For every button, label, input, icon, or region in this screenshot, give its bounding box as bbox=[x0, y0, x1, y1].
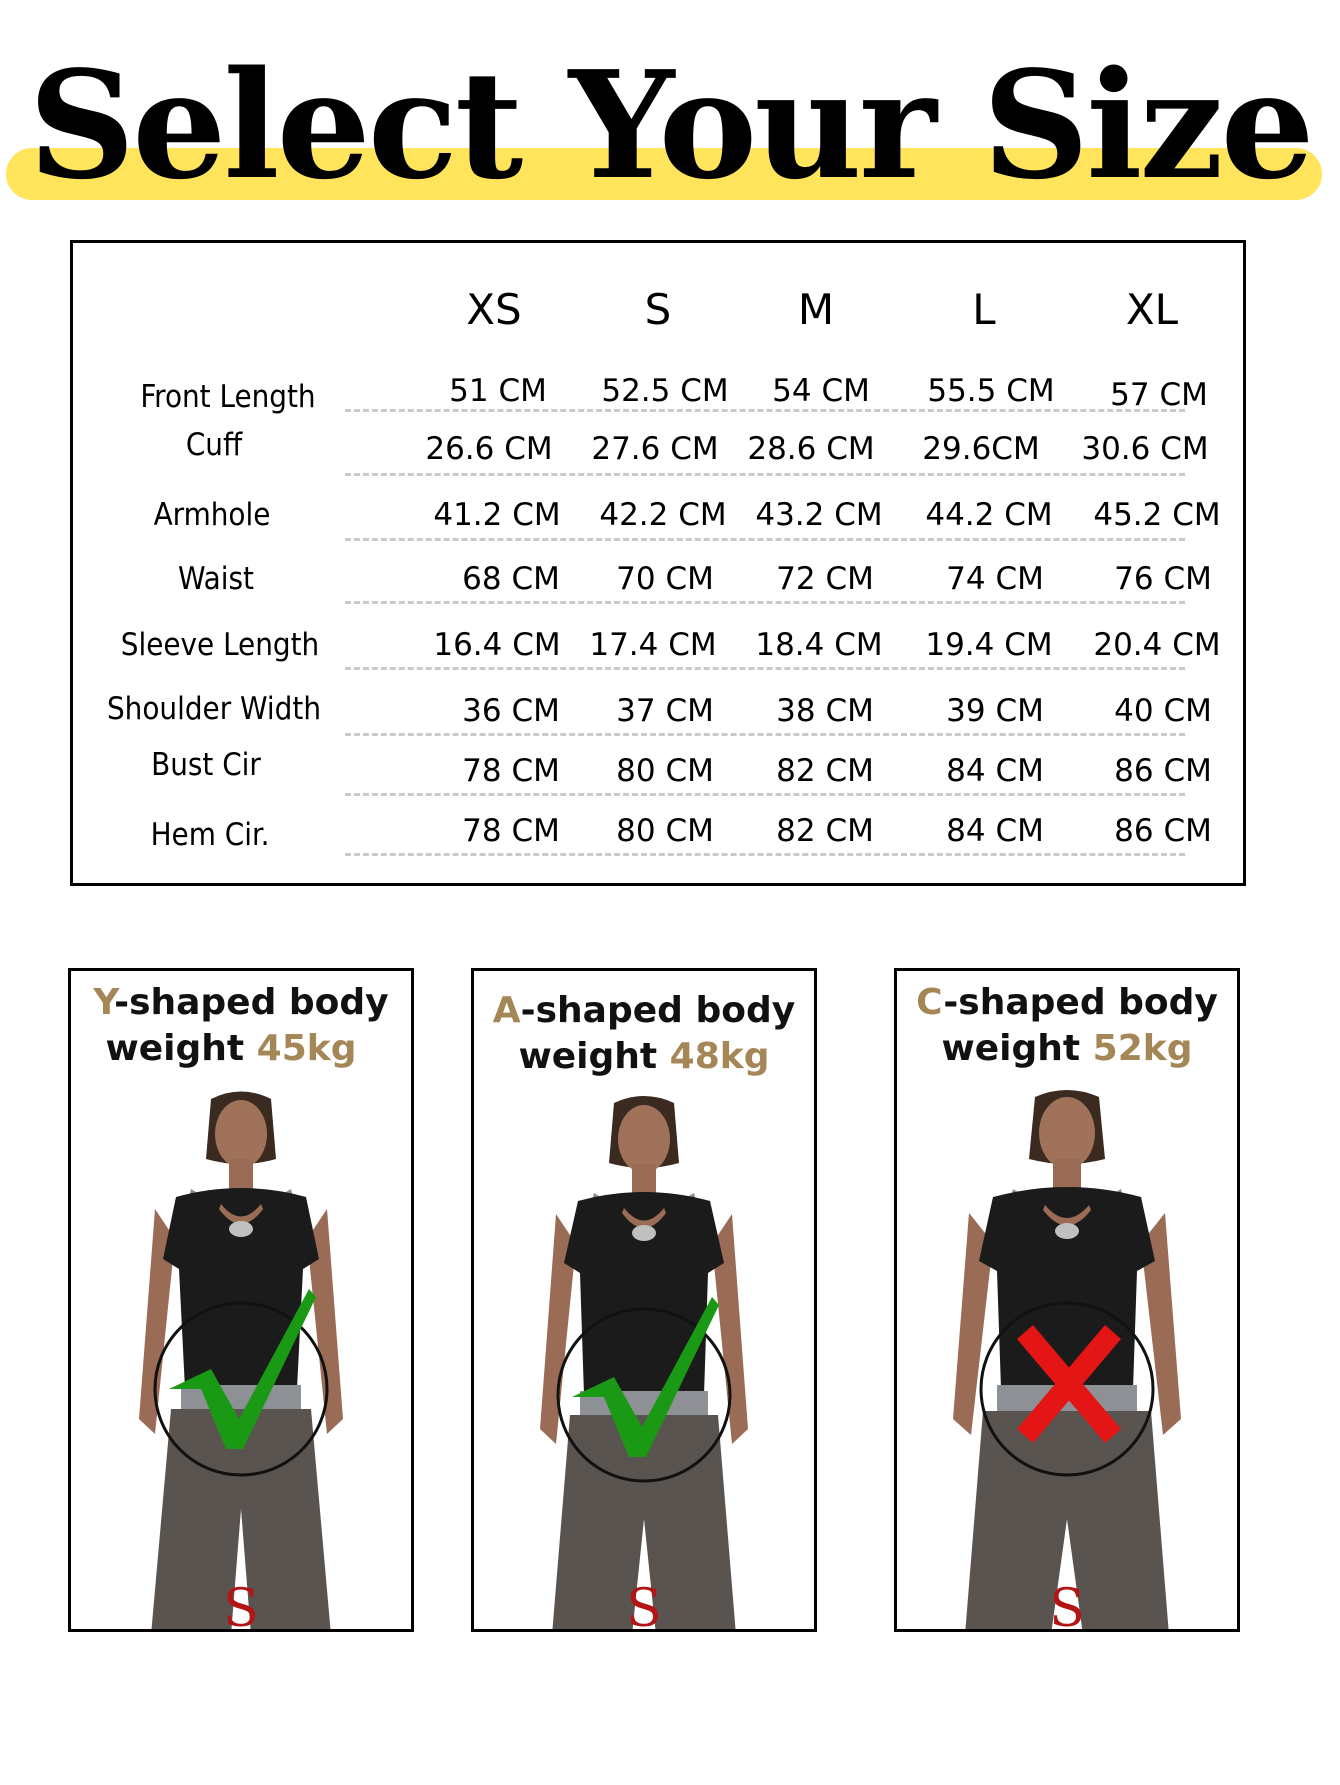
table-cell: 80 CM bbox=[616, 753, 714, 789]
shape-text: -shaped body bbox=[943, 982, 1218, 1023]
table-cell: 17.4 CM bbox=[589, 627, 717, 663]
row-label: Bust Cir bbox=[151, 747, 261, 783]
table-cell: 74 CM bbox=[946, 561, 1044, 597]
model-figure bbox=[71, 1089, 411, 1632]
table-cell: 52.5 CM bbox=[601, 373, 729, 409]
table-cell: 86 CM bbox=[1114, 813, 1212, 849]
row-label: Sleeve Length bbox=[120, 627, 320, 663]
weight-word: weight bbox=[941, 1028, 1081, 1069]
row-divider bbox=[345, 853, 1185, 856]
table-row bbox=[73, 495, 1243, 555]
row-label: Cuff bbox=[185, 427, 243, 463]
recommended-size: S bbox=[1049, 1579, 1085, 1632]
table-cell: 70 CM bbox=[616, 561, 714, 597]
table-cell: 18.4 CM bbox=[755, 627, 883, 663]
table-cell: 41.2 CM bbox=[433, 497, 561, 533]
table-cell: 84 CM bbox=[946, 813, 1044, 849]
table-cell: 37 CM bbox=[616, 693, 714, 729]
row-divider bbox=[345, 409, 1185, 412]
table-cell: 82 CM bbox=[776, 813, 874, 849]
table-cell: 16.4 CM bbox=[433, 627, 561, 663]
weight-label bbox=[474, 1035, 814, 1079]
table-cell: 26.6 CM bbox=[425, 431, 553, 467]
table-row bbox=[73, 747, 1243, 811]
table-cell: 72 CM bbox=[776, 561, 874, 597]
size-header-s: S bbox=[644, 285, 672, 334]
shape-text: -shaped body bbox=[114, 982, 389, 1023]
shape-letter: Y bbox=[93, 982, 115, 1023]
row-divider bbox=[345, 538, 1185, 541]
weight-word: weight bbox=[105, 1028, 245, 1069]
model-figure bbox=[474, 1089, 814, 1632]
body-shape-label bbox=[71, 981, 411, 1025]
recommended-size: S bbox=[626, 1579, 662, 1632]
table-cell: 78 CM bbox=[462, 753, 560, 789]
body-type-panel-y bbox=[68, 968, 414, 1632]
body-type-panel-a bbox=[471, 968, 817, 1632]
weight-value: 48kg bbox=[669, 1036, 770, 1077]
row-divider bbox=[345, 793, 1185, 796]
row-divider bbox=[345, 473, 1185, 476]
table-cell: 78 CM bbox=[462, 813, 560, 849]
table-row bbox=[73, 429, 1243, 489]
table-cell: 19.4 CM bbox=[925, 627, 1053, 663]
size-header-m: M bbox=[797, 285, 835, 334]
weight-value: 45kg bbox=[256, 1028, 357, 1069]
table-cell: 42.2 CM bbox=[599, 497, 727, 533]
weight-label bbox=[68, 1027, 401, 1071]
body-type-panel-c bbox=[894, 968, 1240, 1632]
weight-label bbox=[897, 1027, 1237, 1071]
table-cell: 44.2 CM bbox=[925, 497, 1053, 533]
table-cell: 76 CM bbox=[1114, 561, 1212, 597]
weight-word: weight bbox=[518, 1036, 658, 1077]
table-cell: 29.6CM bbox=[922, 431, 1040, 467]
row-divider bbox=[345, 667, 1185, 670]
shape-letter: C bbox=[916, 982, 944, 1023]
model-figure bbox=[897, 1089, 1237, 1632]
shape-letter: A bbox=[492, 990, 521, 1031]
table-cell: 40 CM bbox=[1114, 693, 1212, 729]
row-label: Front Length bbox=[140, 379, 316, 415]
table-cell: 84 CM bbox=[946, 753, 1044, 789]
table-row bbox=[73, 371, 1243, 431]
table-cell: 39 CM bbox=[946, 693, 1044, 729]
recommended-size: S bbox=[223, 1579, 259, 1632]
title-section bbox=[0, 0, 1340, 220]
size-chart-table bbox=[70, 240, 1246, 886]
table-cell: 36 CM bbox=[462, 693, 560, 729]
size-header-xl: XL bbox=[1125, 285, 1179, 334]
body-shape-label bbox=[474, 989, 814, 1033]
row-label: Waist bbox=[178, 561, 254, 597]
row-label: Hem Cir. bbox=[150, 817, 270, 853]
table-cell: 80 CM bbox=[616, 813, 714, 849]
row-label: Armhole bbox=[153, 497, 271, 533]
table-row bbox=[73, 559, 1243, 619]
table-cell: 38 CM bbox=[776, 693, 874, 729]
size-header-xs: XS bbox=[466, 285, 522, 334]
table-cell: 57 CM bbox=[1110, 377, 1208, 413]
size-header-l: L bbox=[972, 285, 996, 334]
weight-value: 52kg bbox=[1092, 1028, 1193, 1069]
table-cell: 51 CM bbox=[449, 373, 547, 409]
row-divider bbox=[345, 601, 1185, 604]
table-cell: 68 CM bbox=[462, 561, 560, 597]
table-cell: 20.4 CM bbox=[1093, 627, 1221, 663]
row-label: Shoulder Width bbox=[106, 691, 322, 727]
table-cell: 86 CM bbox=[1114, 753, 1212, 789]
row-divider bbox=[345, 733, 1185, 736]
page-title: Select Your Size bbox=[28, 38, 1312, 212]
table-row bbox=[73, 811, 1243, 871]
table-cell: 30.6 CM bbox=[1081, 431, 1209, 467]
table-cell: 43.2 CM bbox=[755, 497, 883, 533]
table-cell: 82 CM bbox=[776, 753, 874, 789]
table-cell: 27.6 CM bbox=[591, 431, 719, 467]
table-cell: 54 CM bbox=[772, 373, 870, 409]
body-shape-label bbox=[897, 981, 1237, 1025]
shape-text: -shaped body bbox=[520, 990, 796, 1031]
table-cell: 28.6 CM bbox=[747, 431, 875, 467]
table-row bbox=[73, 625, 1243, 685]
table-row bbox=[73, 691, 1243, 751]
table-cell: 45.2 CM bbox=[1093, 497, 1221, 533]
table-cell: 55.5 CM bbox=[927, 373, 1055, 409]
